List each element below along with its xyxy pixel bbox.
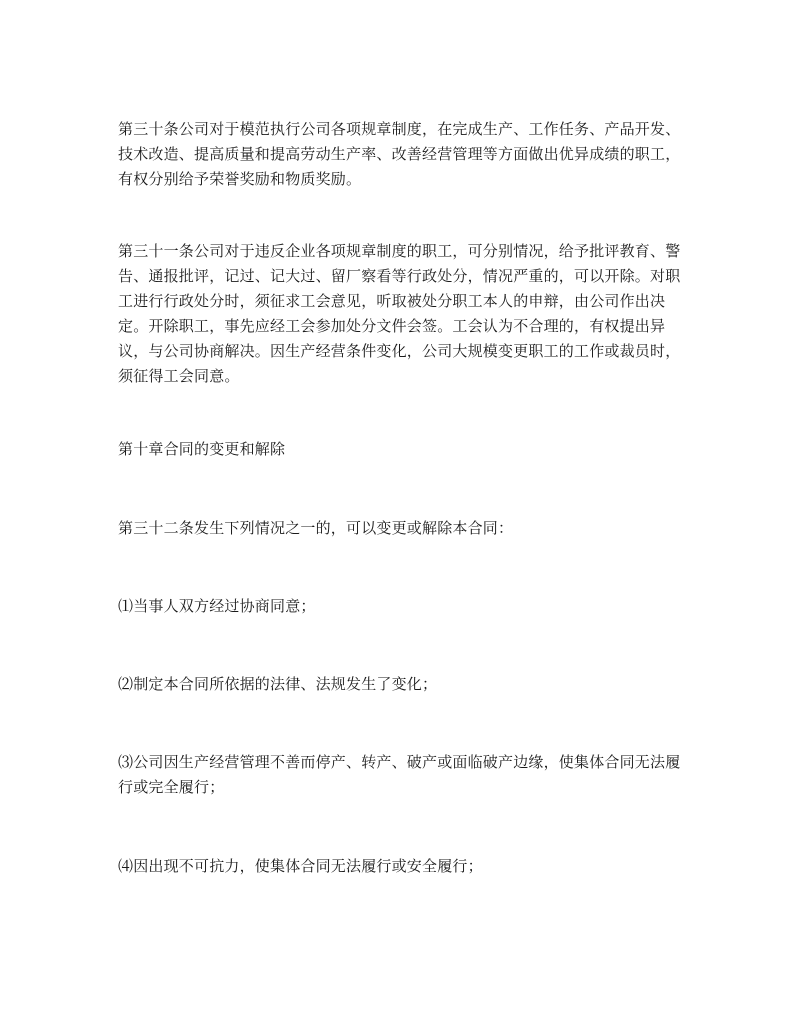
list-item: ⑶公司因生产经营管理不善而停产、转产、破产或面临破产边缘，使集体合同无法履行或完全履行； <box>118 753 681 796</box>
chapter-10-heading: 第十章合同的变更和解除 <box>118 440 286 458</box>
list-item: ⑵制定本合同所依据的法律、法规发生了变化； <box>118 675 438 693</box>
article-32-paragraph: 第三十二条发生下列情况之一的，可以变更或解除本合同： <box>118 519 514 537</box>
article-31-paragraph: 第三十一条公司对于违反企业各项规章制度的职工，可分别情况，给予批评教育、警告、通报批评，记过、记大过、留厂察看等行政处分，情况严重的，可以开除。对职工进行行政处分时，须征求工会意见，听取被处分职工本人的申辩，由公司作出决定。开除职工，事先应经工会参加处分文件会签。工会认为不合理的，有权提出异议，与公司协商解决。因生产经营条件变化，公司大规模变更职工的工作或裁员时，须征得工会同意。 <box>118 242 681 385</box>
article-30-paragraph: 第三十条公司对于模范执行公司各项规章制度，在完成生产、工作任务、产品开发、技术改造、提高质量和提高劳动生产率、改善经营管理等方面做出优异成绩的职工，有权分别给予荣誉奖励和物质奖励。 <box>118 120 681 188</box>
list-item: ⑷因出现不可抗力，使集体合同无法履行或安全履行； <box>118 857 483 875</box>
list-item: ⑴当事人双方经过协商同意； <box>118 597 316 615</box>
